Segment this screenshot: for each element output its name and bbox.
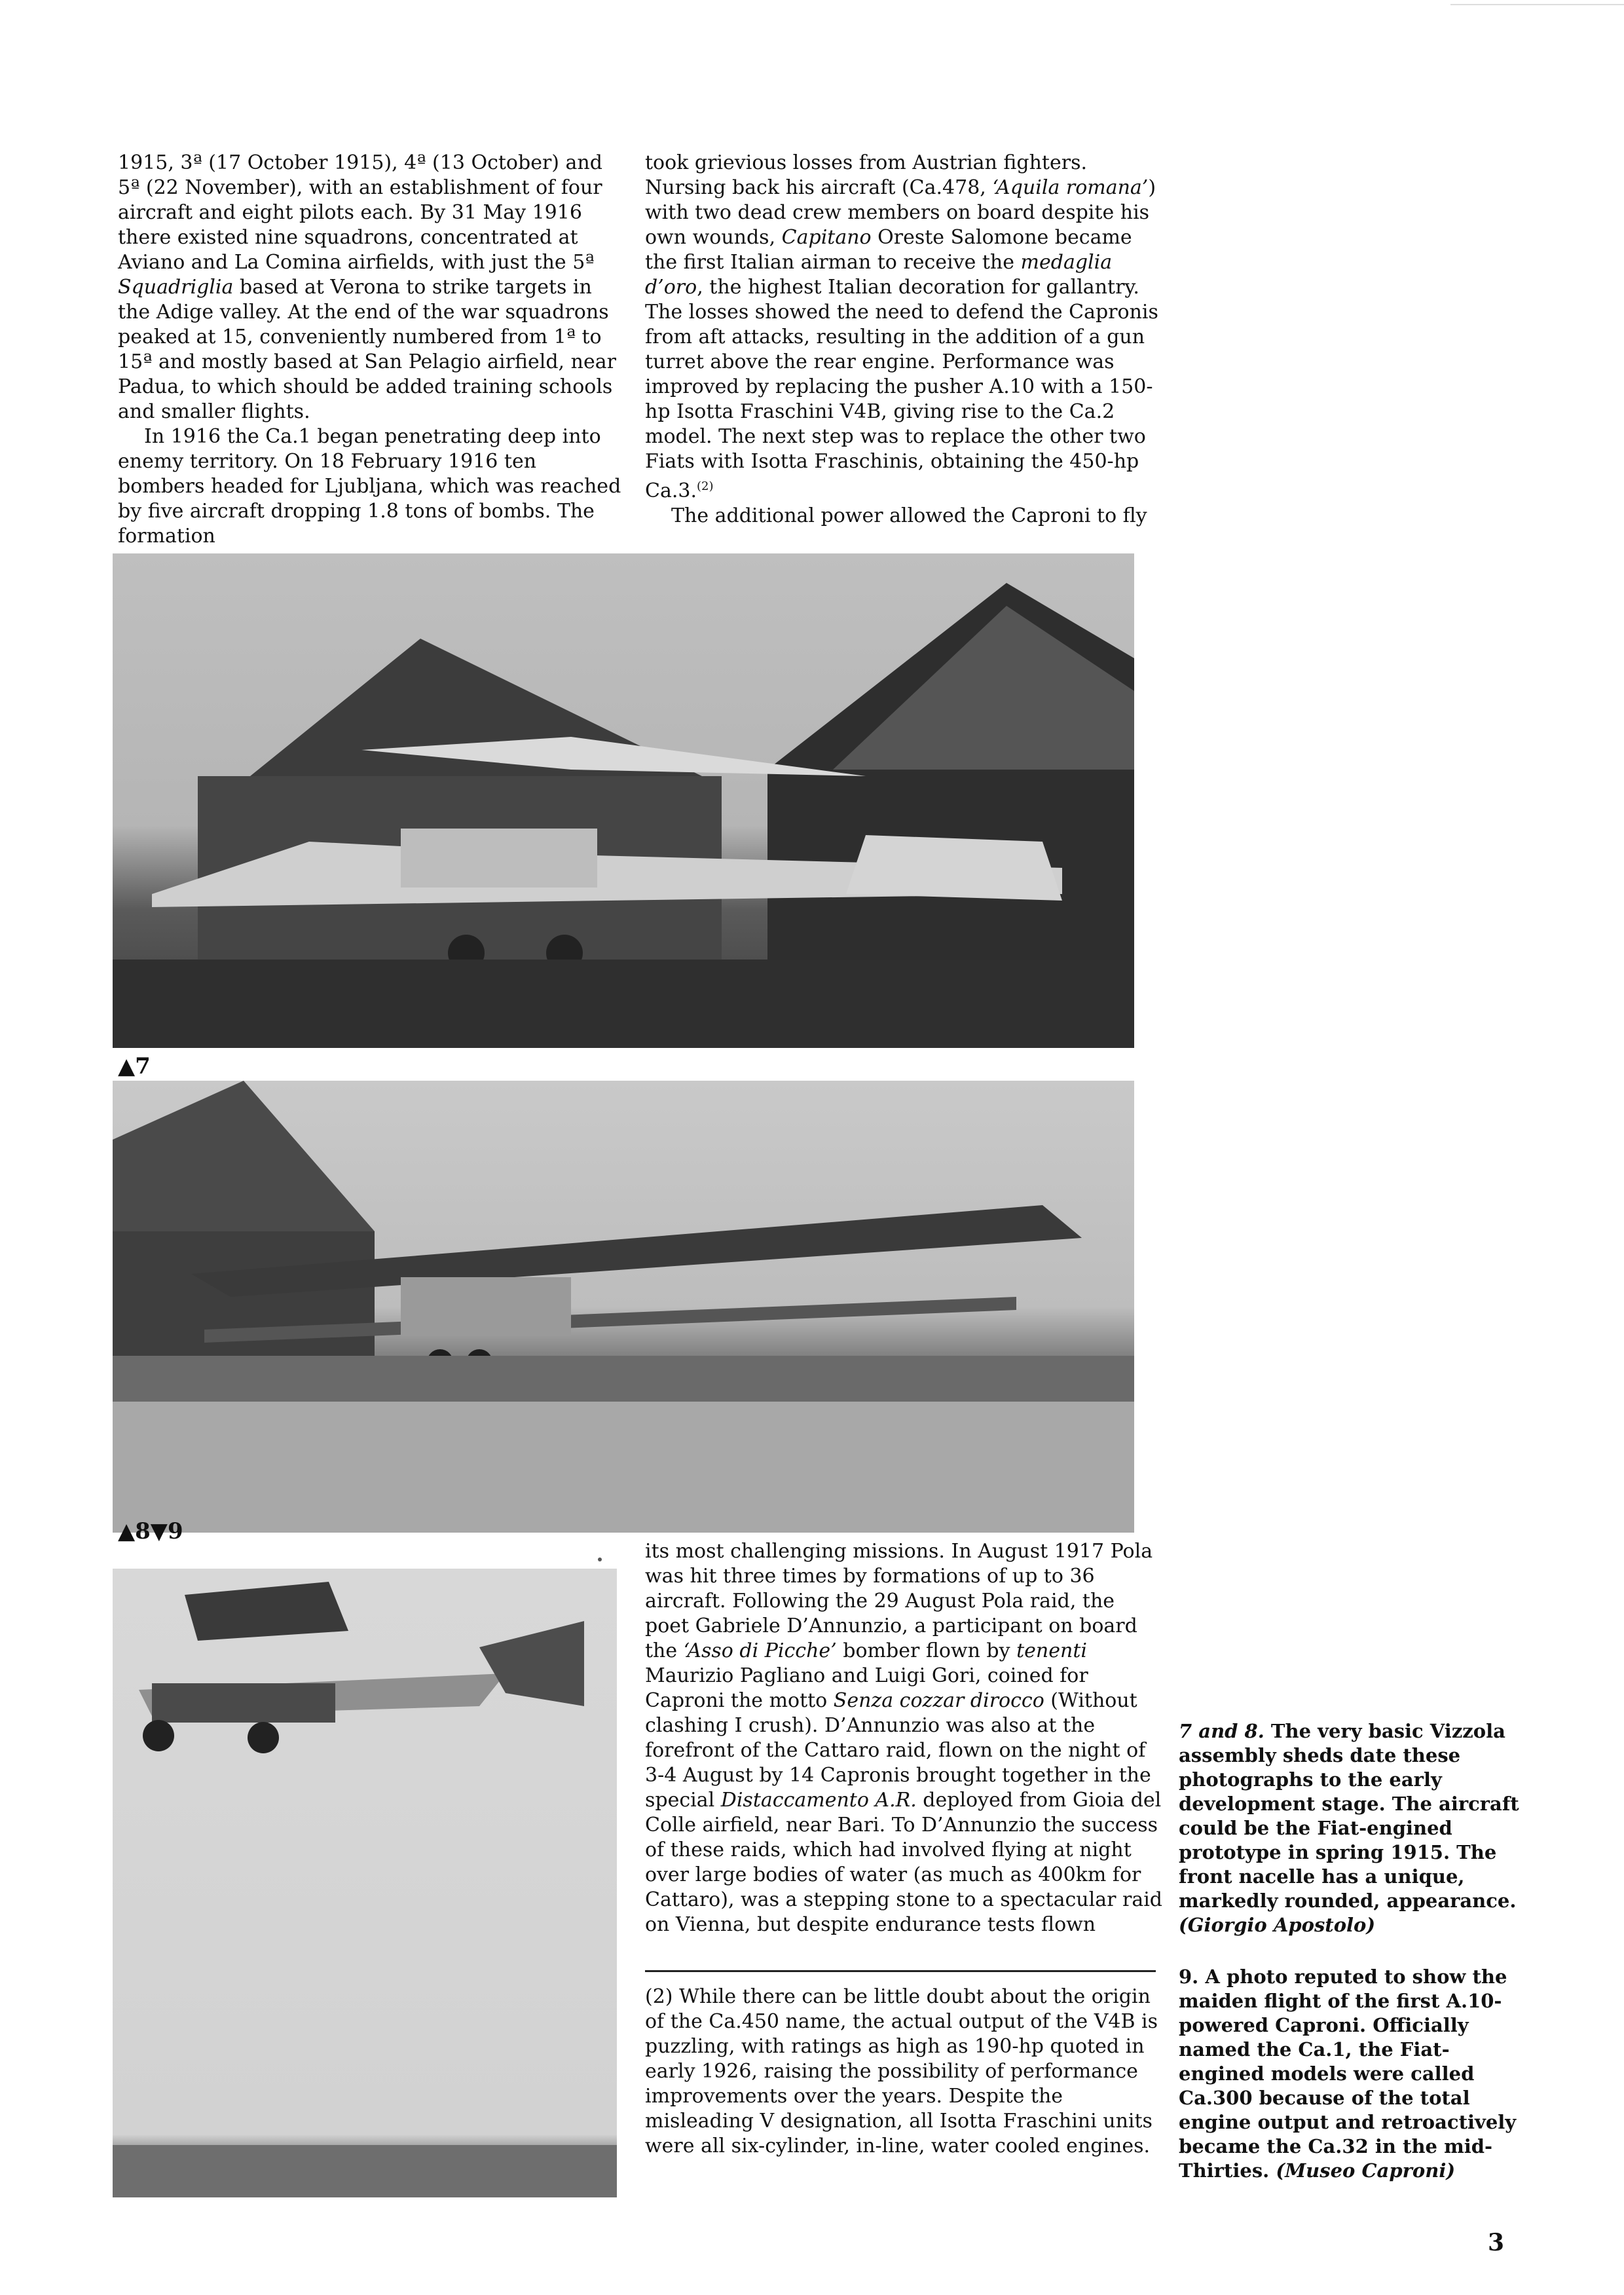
right-column	[645, 151, 1162, 529]
left-paragraph-2: In 1916 the Ca.1 began penetrating deep into enemy territory. On 18 February 1916 ten bombers headed for Ljubljana, which was reached by five aircraft dropping 1.8 tons of bombs. The formation	[118, 425, 621, 548]
footnote-text: (2) While there can be little doubt about the origin of the Ca.450 name, the actual output of the V4B is puzzling, with ratings as high as 190-hp quoted in early 1926, raising the possibility of performance improvements over the years. Despite the misleading V designation, all Isotta Fraschini units were all six-cylinder, in-line, water cooled engines.	[645, 1985, 1158, 2157]
right-paragraph-1: took grievious losses from Austrian fighters. Nursing back his aircraft (Ca.478, ‘Aquila romana’) with two dead crew members on board despite his own wounds, Capitano Oreste Salomone became the first Italian airman to receive the medaglia d’oro, the highest Italian decoration for gallantry. The losses showed the need to defend the Capronis from aft attacks, resulting in the addition of a gun turret above the rear engine. Performance was improved by replacing the pusher A.10 with a 150-hp Isotta Fraschini V4B, giving rise to the Ca.2 model. The next step was to replace the other two Fiats with Isotta Fraschinis, obtaining the 450-hp Ca.3.$^{(2)}$	[645, 151, 1158, 502]
middle-column	[645, 1539, 1162, 1937]
caption-photos-7-8: 7 and 8. The very basic Vizzola assembly sheds date these photographs to the early development stage. The aircraft could be the Fiat-engined prototype in spring 1915. The front nacelle has a unique, markedly rounded, appearance. (Giorgio Apostolo)	[1179, 1720, 1519, 1936]
footnote	[645, 1985, 1162, 2159]
photo-7-label: ▲7	[118, 1053, 151, 1079]
left-paragraph-1: 1915, 3ª (17 October 1915), 4ª (13 October) and 5ª (22 November), with an establishment of four aircraft and eight pilots each. By 31 May 1916 there existed nine squadrons, concentrated at Aviano and La Comina airfields, with just the 5ª Squadriglia based at Verona to strike targets in the Adige valley. At the end of the war squadrons peaked at 15, conveniently numbered from 1ª to 15ª and mostly based at San Pelagio airfield, near Padua, to which should be added training schools and smaller flights.	[118, 151, 616, 423]
photo-7-biplane-at-hangars	[113, 553, 1134, 1048]
caption-photo-9: 9. A photo reputed to show the maiden flight of the first A.10-powered Caproni. Officially named the Ca.1, the Fiat-engined models were called Ca.300 because of the total engine output and retroactively became the Ca.32 in the mid-Thirties. (Museo Caproni)	[1179, 1966, 1517, 2182]
marker-dot	[598, 1558, 602, 1561]
left-column	[118, 151, 629, 549]
middle-paragraph: its most challenging missions. In August 1917 Pola was hit three times by formations of up to 36 aircraft. Following the 29 August Pola raid, the poet Gabriele D’Annunzio, a participant on board the ‘Asso di Picche’ bomber flown by tenenti Maurizio Pagliano and Luigi Gori, coined for Caproni the motto Senza cozzar dirocco (Without clashing I crush). D’Annunzio was also at the forefront of the Cattaro raid, flown on the night of 3-4 August by 14 Capronis brought together in the special Distaccamento A.R. deployed from Gioia del Colle airfield, near Bari. To D’Annunzio the success of these raids, which had involved flying at night over large bodies of water (as much as 400km for Cattaro), was a stepping stone to a spectacular raid on Vienna, but despite endurance tests flown	[645, 1540, 1163, 1936]
photo-9-biplane-in-flight	[113, 1569, 617, 2197]
photo-8-image	[113, 1081, 1134, 1533]
photo-8-biplane-on-field	[113, 1081, 1134, 1533]
right-paragraph-2: The additional power allowed the Caproni to fly	[671, 504, 1147, 527]
corner-mark	[1450, 4, 1624, 5]
photo-9-image	[113, 1569, 617, 2197]
photo-7-image	[113, 553, 1134, 1048]
photo-8-9-label: ▲8▼9	[118, 1518, 183, 1544]
footnote-divider	[645, 1970, 1156, 1972]
page-number: 3	[1488, 2229, 1505, 2256]
